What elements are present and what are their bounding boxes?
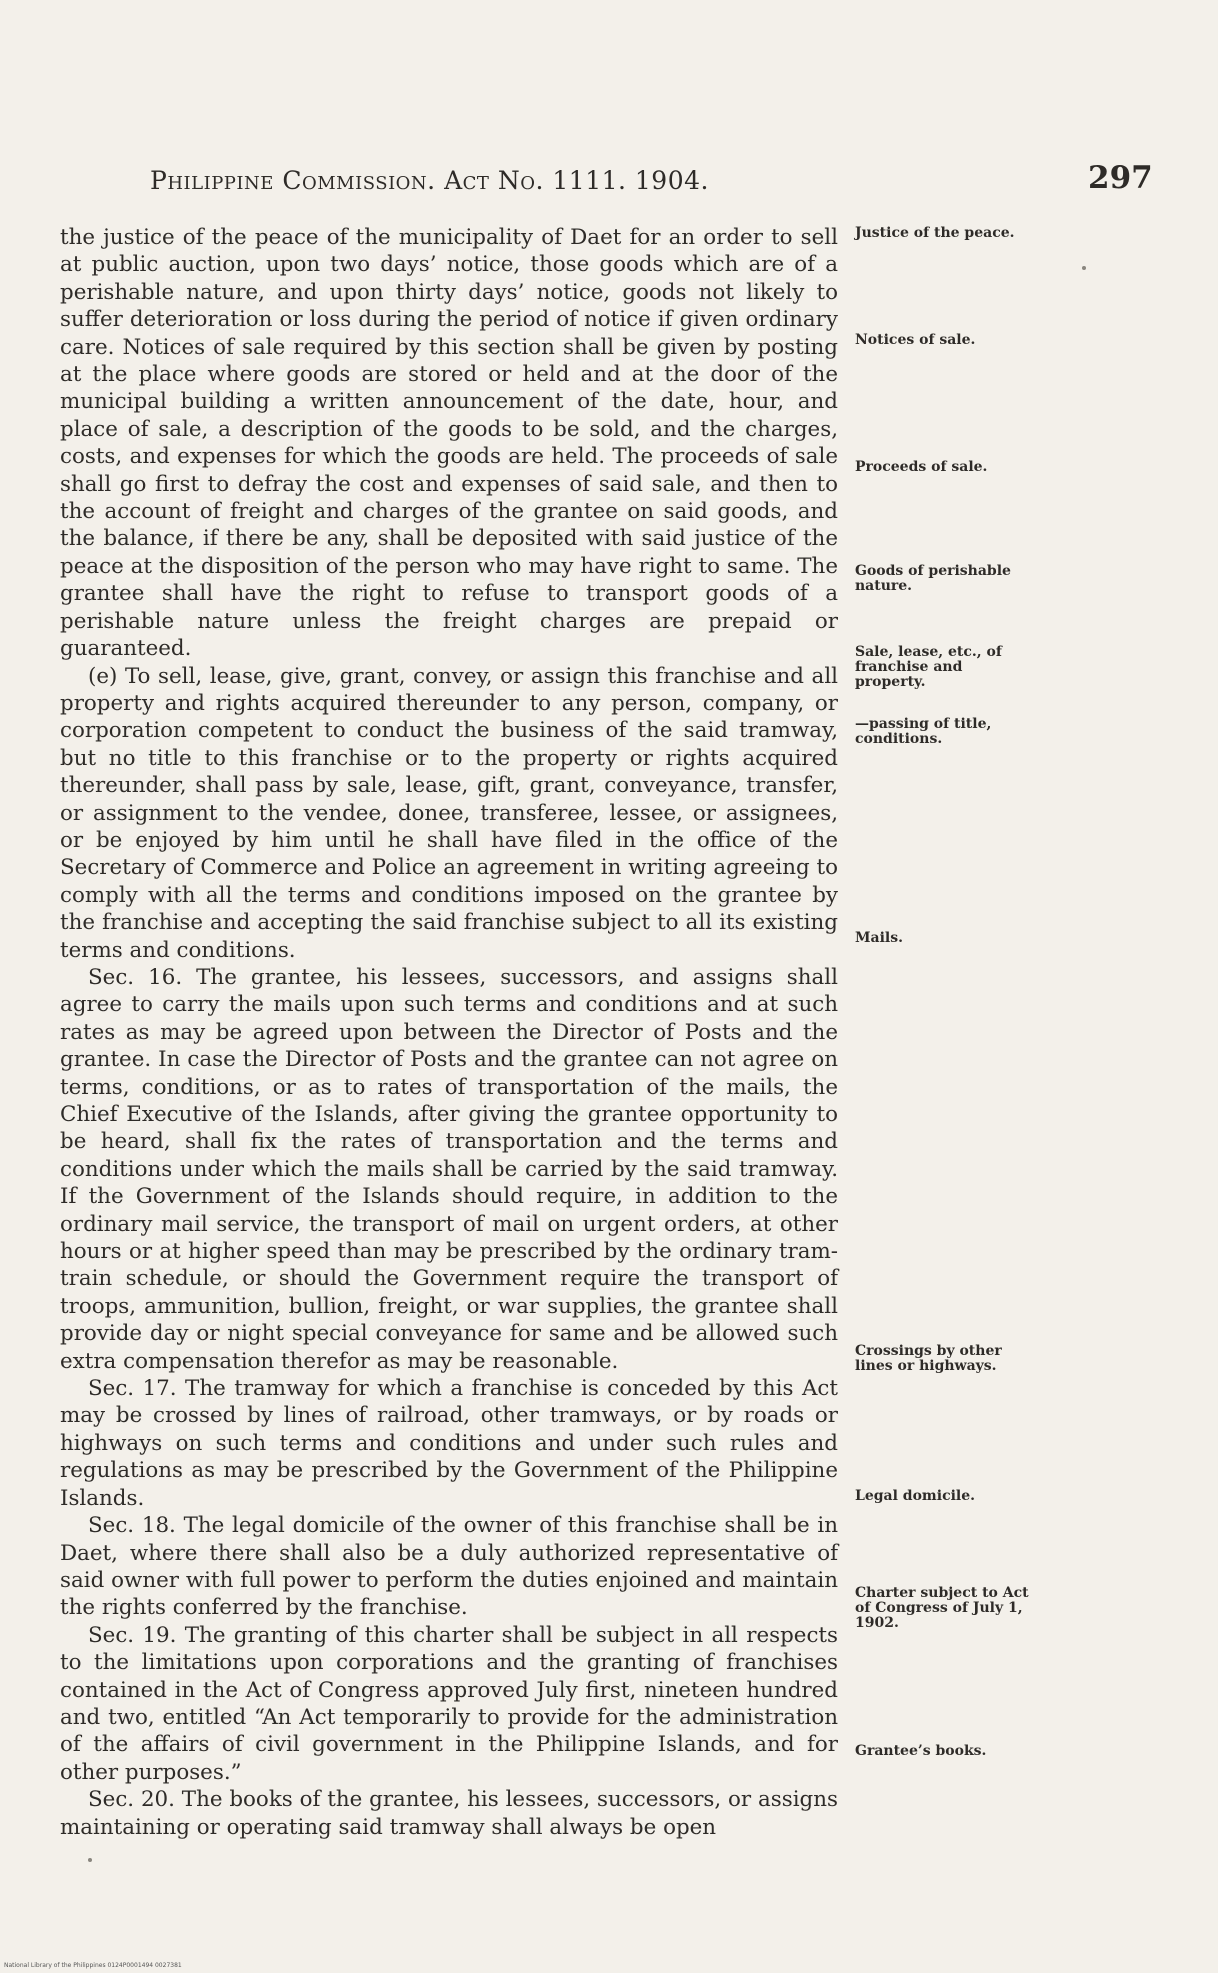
paragraph-sale-of-franchise: (e) To sell, lease, give, grant, convey, or assign this franchise and all property and rights acquired thereunder to any person, company, or corporation competent to conduct the business of the said tramway, but no title to this franchise or to the property or rights acquired thereunder, shall pass by sale, lease, gift, grant, conveyance, transfer, or assignment to the vendee, donee, transferee, lessee, or assignees, or be enjoyed by him until he shall have filed in the office of the Secretary of Commerce and Police an agreement in writing agreeing to comply with all the terms and conditions imposed on the grantee by the franchise and accepting the said franchise subject to all its existing terms and conditions. (60, 663, 838, 963)
margin-note-crossings: Crossings by other lines or highways. (855, 1343, 1002, 1374)
scan-speck (88, 1858, 92, 1862)
margin-note-legal-domicile: Legal domicile. (855, 1488, 976, 1504)
scan-credit: National Library of the Philippines 0124P0001494 0027381 (4, 1962, 182, 1969)
paragraph-section-17: Sec. 17. The tramway for which a franchise is conceded by this Act may be crossed by lines of railroad, other tramways, or by roads or highways on such terms and conditions and under such rules and regulations as may be prescribed by the Government of the Philippine Islands. (60, 1376, 838, 1511)
margin-note-grantees-books: Grantee’s books. (855, 1743, 987, 1759)
margin-note-perishable-goods: Goods of perishable nature. (855, 563, 1011, 594)
running-head: Philippine Commission. Act No. 1111. 1904. (150, 166, 709, 195)
paragraph-section-20: Sec. 20. The books of the grantee, his lessees, successors, or assigns maintaining or operating said tramway shall always be open (60, 1787, 838, 1840)
margin-note-charter-subject: Charter subject to Act of Congress of July 1, 1902. (855, 1585, 1029, 1631)
paragraph-section-16: Sec. 16. The grantee, his lessees, successors, and assigns shall agree to carry the mails upon such terms and conditions and at such rates as may be agreed upon between the Director of Posts and the grantee. In case the Director of Posts and the grantee can not agree on terms, conditions, or as to rates of transportation of the mails, the Chief Executive of the Islands, after giving the grantee opportunity to be heard, shall fix the rates of transportation and the terms and conditions under which the mails shall be carried by the said tramway. If the Government of the Islands should require, in addition to the ordinary mail service, the transport of mail on urgent orders, at other hours or at higher speed than may be prescribed by the ordinary tram-train schedule, or should the Government require the transport of troops, ammunition, bullion, freight, or war supplies, the grantee shall provide day or night special conveyance for same and be allowed such extra compensation therefor as may be reasonable. (60, 964, 838, 1374)
paragraph-notices-of-sale: the justice of the peace of the municipality of Daet for an order to sell at public auction, upon two days’ notice, those goods which are of a perishable nature, and upon thirty days’ notice, goods not likely to suffer deterioration or loss during the period of notice if given ordinary care. Notices of sale required by this section shall be given by posting at the place where goods are stored or held and at the door of the municipal building a written announcement of the date, hour, and place of sale, a description of the goods to be sold, and the charges, costs, and expenses for which the goods are held. The proceeds of sale shall go first to defray the cost and expenses of said sale, and then to the account of freight and charges of the grantee on said goods, and the balance, if there be any, shall be deposited with said justice of the peace at the disposition of the person who may have right to same. The grantee shall have the right to refuse to transport goods of a perishable nature unless the freight charges are prepaid or guaranteed. (60, 225, 838, 662)
paragraph-section-19: Sec. 19. The granting of this charter shall be subject in all respects to the limitations upon corporations and the granting of franchises contained in the Act of Congress approved July first, nineteen hundred and two, entitled “An Act temporarily to provide for the administration of the affairs of civil government in the Philippine Islands, and for other purposes.” (60, 1622, 838, 1785)
body-text (60, 224, 838, 1841)
margin-note-notices-of-sale: Notices of sale. (855, 332, 976, 348)
margin-note-proceeds-of-sale: Proceeds of sale. (855, 459, 988, 475)
margin-note-sale-of-franchise: Sale, lease, etc., of franchise and property. (855, 644, 1002, 690)
margin-note-justice-of-peace: Justice of the peace. (855, 225, 1015, 241)
page-number: 297 (1088, 160, 1153, 196)
margin-note-mails: Mails. (855, 930, 903, 946)
paragraph-section-18: Sec. 18. The legal domicile of the owner of this franchise shall be in Daet, where there shall also be a duly authorized representative of said owner with full power to perform the duties enjoined and maintain the rights conferred by the franchise. (60, 1513, 838, 1621)
scan-speck (1082, 266, 1086, 270)
margin-note-passing-of-title: —passing of title, conditions. (855, 716, 992, 747)
